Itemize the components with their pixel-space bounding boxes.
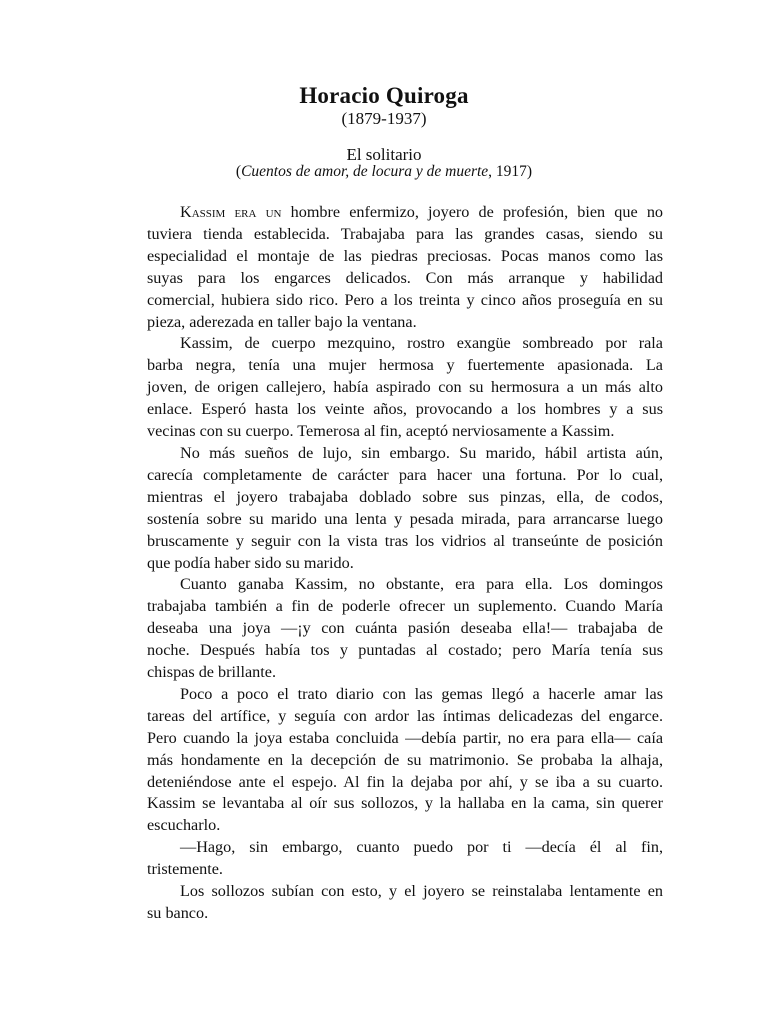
body-line: especialidad el montaje de las piedras preciosas. Pocas manos como las [147,246,663,265]
body-line: su banco. [147,904,209,922]
body-line [147,202,663,224]
body-line: Pero cuando la joya estaba concluida —debía partir, no era para ella— caía [147,728,663,747]
body-line: Kassim se levantaba al oír sus sollozos, y la hallaba en la cama, sin querer [147,794,663,813]
body-line: deseaba una joya —¡y con cuánta pasión deseaba ella!— trabajaba de [147,619,663,638]
body-line: tareas del artífice, y seguía con ardor las íntimas delicadezas del engarce. [147,706,663,725]
body-line: joven, de origen callejero, había aspirado con su hermosura a un más alto [147,378,663,397]
body-line: enlace. Esperó hasta los veinte años, provocando a los hombres y a sus [147,400,663,419]
author-name: Horacio Quiroga [299,83,469,108]
body-line: suyas para los engarces delicados. Con más arranque y habilidad [147,268,663,287]
body-line: Cuanto ganaba Kassim, no obstante, era para ella. Los domingos [180,575,663,594]
story-title: El solitario [346,145,422,164]
body-line: Los sollozos subían con esto, y el joyero se reinstalaba lentamente en [180,882,663,901]
body-line: chispas de brillante. [147,663,277,682]
body-line: pieza, aderezada en taller bajo la ventana. [147,312,417,331]
body-line: escucharlo. [147,816,221,835]
body-line: sostenía sobre su marido una lenta y pesada mirada, para arrancarse luego [147,509,663,528]
body-line: que podía haber sido su marido. [147,553,354,572]
body-line: No más sueños de lujo, sin embargo. Su marido, hábil artista aún, [180,443,663,462]
body-line-text: hombre enfermizo, joyero de profesión, bien que no [281,203,664,221]
body-line: carecía completamente de carácter para hacer una fortuna. Por lo cual, [147,465,663,484]
source-book-title: Cuentos de amor, de locura y de muerte [241,163,489,180]
author-dates: (1879-1937) [341,109,427,128]
source-year: , 1917) [488,163,533,180]
opening-small-caps: Kassim era un [180,203,282,221]
body-line: más hondamente en la decepción de su matrimonio. Se probaba la alhaja, [147,750,663,769]
source-open: ( [235,163,242,180]
body-line: barba negra, tenía una mujer hermosa y fuertemente apasionada. La [147,356,663,375]
body-line: noche. Después había tos y puntadas al costado; pero María tenía sus [147,641,663,660]
body-line: tristemente. [147,860,223,879]
story-source [0,163,768,181]
body-line: bruscamente y seguir con la vista tras los vidrios al transeúnte de posición [147,531,663,550]
body-line: vecinas con su cuerpo. Temerosa al fin, aceptó nerviosamente a Kassim. [147,422,615,441]
body-line: deteniéndose ante el espejo. Al fin la dejaba por ahí, y se iba a su cuarto. [147,772,663,791]
body-line: trabajaba también a fin de poderle ofrecer un suplemento. Cuando María [147,597,663,616]
story-body [147,202,663,925]
body-line: comercial, hubiera sido rico. Pero a los treinta y cinco años proseguía en su [147,290,663,309]
body-line: mientras el joyero trabajaba doblado sobre sus pinzas, ella, de codos, [147,487,663,506]
body-line: Poco a poco el trato diario con las gemas llegó a hacerle amar las [180,684,663,703]
body-line: tuviera tienda establecida. Trabajaba para las grandes casas, siendo su [147,224,663,243]
body-line: Kassim, de cuerpo mezquino, rostro exangüe sombreado por rala [180,334,663,353]
body-line: —Hago, sin embargo, cuanto puedo por ti —decía él al fin, [180,838,663,857]
